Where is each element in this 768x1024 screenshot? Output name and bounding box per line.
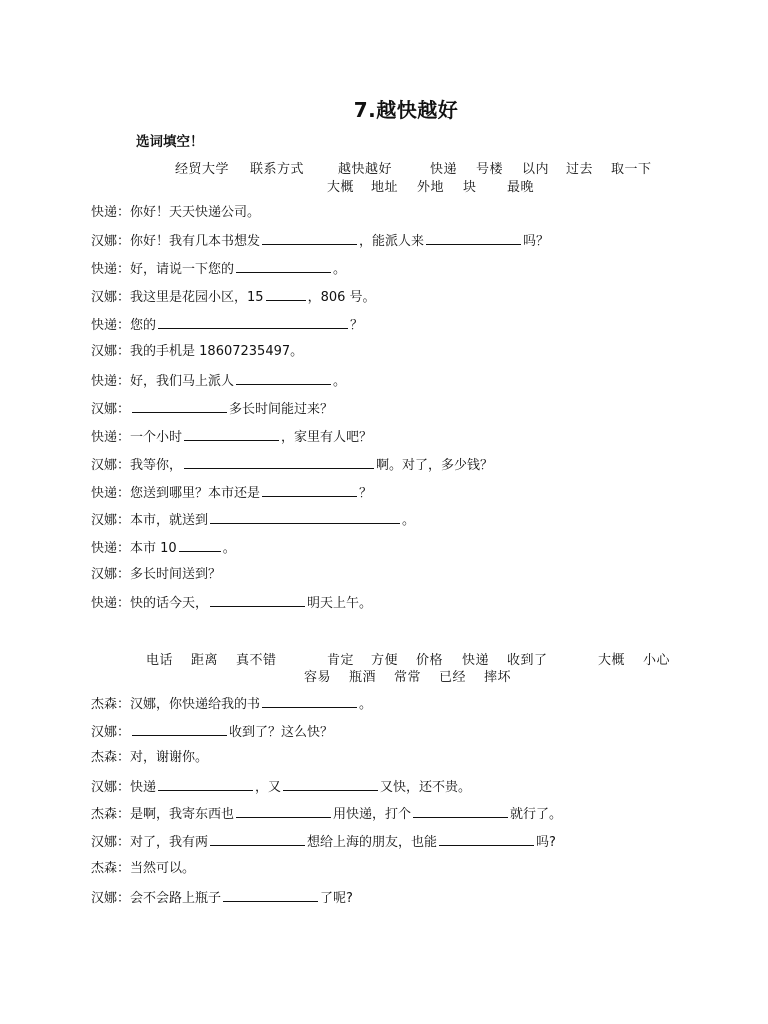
fill-blank[interactable] [426,231,521,245]
line-text: 吗？ [523,234,550,249]
word-bank-word: 外地 [417,180,445,195]
word-bank-word: 容易 [304,670,332,685]
word-bank-word: 真不错 [236,653,277,668]
fill-blank[interactable] [158,777,253,791]
line-text: ，家里有人吧？ [281,430,373,445]
line-text: 又快，还不贵。 [380,780,472,795]
word-bank-word: 电话 [146,653,174,668]
dialog-line [91,371,346,389]
line-text: 就行了。 [510,807,563,822]
dialog-line [91,888,353,906]
dialog-line [91,538,236,556]
dialog-line [91,204,260,222]
line-text: 用快递，打个 [333,807,412,822]
dialog-line [91,231,549,249]
dialog-line [91,399,333,417]
word-bank-word: 快递 [462,653,490,668]
line-text: ：对了，我有两 [117,835,209,850]
fill-blank[interactable] [266,287,306,301]
dialog-line [91,566,221,584]
line-text: ：您送到哪里？本市还是 [117,486,261,501]
line-text: ：多长时间送到？ [117,567,222,582]
line-text: 。 [402,513,416,528]
line-text: ，806 号。 [307,290,376,305]
page-title: 7.越快越好 [353,98,459,122]
word-bank-word: 已经 [439,670,467,685]
word-bank-word: 收到了 [507,653,548,668]
line-text: 了呢? [320,891,353,906]
fill-blank[interactable] [413,804,508,818]
dialog-line [91,455,493,473]
line-text: ：本市，就送到 [117,513,209,528]
word-bank-word: 过去 [566,162,594,177]
dialog-line [91,804,562,822]
line-text: 。 [333,374,347,389]
speaker-label: 快递 [91,205,118,220]
line-text: ：我等你， [117,458,183,473]
fill-blank[interactable] [210,593,305,607]
line-text: ？ [350,318,364,333]
word-bank-word: 价格 [416,653,444,668]
line-text: ：快递 [117,780,157,795]
fill-blank[interactable] [184,455,374,469]
line-text: ：一个小时 [117,430,183,445]
fill-blank[interactable] [132,722,227,736]
line-text: 啊。对了，多少钱？ [376,458,494,473]
fill-blank[interactable] [262,483,357,497]
speaker-label: 汉娜 [91,567,118,582]
word-bank-word: 瓶酒 [349,670,377,685]
dialog-line [91,427,372,445]
word-bank-word: 越快越好 [338,162,393,177]
speaker-label: 杰森 [91,750,118,765]
line-text: ：是啊，我寄东西也 [117,807,235,822]
speaker-label: 杰森 [91,807,118,822]
speaker-label: 快递 [91,596,118,611]
speaker-label: 汉娜 [91,780,118,795]
word-bank-word: 小心 [643,653,671,668]
fill-blank[interactable] [184,427,279,441]
line-text: 吗? [536,835,556,850]
speaker-label: 杰森 [91,697,118,712]
line-text: ：本市 10 [117,541,177,556]
speaker-label: 杰森 [91,861,118,876]
word-bank-word: 大概 [327,180,355,195]
dialog-line [91,510,415,528]
word-bank-word: 最晚 [507,180,535,195]
word-bank-word: 肯定 [327,653,355,668]
line-text: ：快的话今天， [117,596,209,611]
line-text: ：好，我们马上派人 [117,374,235,389]
fill-blank[interactable] [132,399,227,413]
line-text: ：好，请说一下您的 [117,262,235,277]
line-text: 。 [333,262,347,277]
fill-blank[interactable] [236,804,331,818]
line-text: ：汉娜，你快递给我的书 [117,697,261,712]
dialog-line [91,315,363,333]
fill-blank[interactable] [283,777,378,791]
dialog-line [91,259,346,277]
dialog-line [91,860,195,878]
speaker-label: 快递 [91,374,118,389]
speaker-label: 快递 [91,262,118,277]
speaker-label: 快递 [91,486,118,501]
line-text: ：对，谢谢你。 [117,750,209,765]
word-bank-word: 联系方式 [250,162,305,177]
line-text: ？ [359,486,373,501]
fill-blank[interactable] [236,371,331,385]
dialog-line [91,722,333,740]
line-text: ：我这里是花园小区，15 [117,290,264,305]
speaker-label: 汉娜 [91,835,118,850]
line-text: ，又 [255,780,282,795]
fill-blank[interactable] [210,510,400,524]
word-bank-word: 地址 [371,180,399,195]
fill-blank[interactable] [223,888,318,902]
line-text: ：当然可以。 [117,861,196,876]
line-text: ，能派人来 [359,234,425,249]
dialog-line [91,593,372,611]
word-bank-word: 以内 [522,162,550,177]
line-text: ：您的 [117,318,157,333]
instruction-heading: 选词填空！ [136,134,204,150]
word-bank-word: 大概 [598,653,626,668]
speaker-label: 汉娜 [91,725,118,740]
dialog-line [91,287,376,305]
line-text: ：你好！我有几本书想发 [117,234,261,249]
line-text: ： [117,725,131,740]
speaker-label: 快递 [91,318,118,333]
word-bank-word: 号楼 [476,162,504,177]
line-text: 收到了？这么快？ [229,725,334,740]
fill-blank[interactable] [210,832,305,846]
speaker-label: 汉娜 [91,513,118,528]
speaker-label: 汉娜 [91,234,118,249]
speaker-label: 快递 [91,541,118,556]
fill-blank[interactable] [236,259,331,273]
dialog-line [91,832,556,850]
word-bank-word: 常常 [394,670,422,685]
speaker-label: 汉娜 [91,458,118,473]
word-bank-word: 距离 [191,653,219,668]
dialog-line [91,343,303,361]
line-text: 想给上海的朋友，也能 [307,835,438,850]
word-bank-word: 方便 [371,653,399,668]
dialog-line [91,749,208,767]
word-bank-word: 经贸大学 [175,162,230,177]
dialog-line [91,777,471,795]
dialog-line [91,483,372,501]
fill-blank[interactable] [262,694,357,708]
line-text: ： [117,402,131,417]
word-bank-word: 取一下 [611,162,652,177]
fill-blank[interactable] [262,231,357,245]
word-bank-word: 摔坏 [484,670,512,685]
line-text: 。 [222,541,236,556]
fill-blank[interactable] [158,315,348,329]
fill-blank[interactable] [179,538,221,552]
fill-blank[interactable] [439,832,534,846]
speaker-label: 汉娜 [91,344,118,359]
word-bank-word: 块 [463,180,477,195]
word-bank-word: 快递 [430,162,458,177]
speaker-label: 汉娜 [91,891,118,906]
line-text: ：你好！天天快递公司。 [117,205,261,220]
dialog-line [91,694,372,712]
line-text: ：我的手机是 18607235497。 [117,344,304,359]
speaker-label: 汉娜 [91,402,118,417]
speaker-label: 汉娜 [91,290,118,305]
line-text: 多长时间能过来？ [229,402,334,417]
speaker-label: 快递 [91,430,118,445]
line-text: 。 [359,697,373,712]
line-text: ：会不会路上瓶子 [117,891,222,906]
line-text: 明天上午。 [307,596,373,611]
